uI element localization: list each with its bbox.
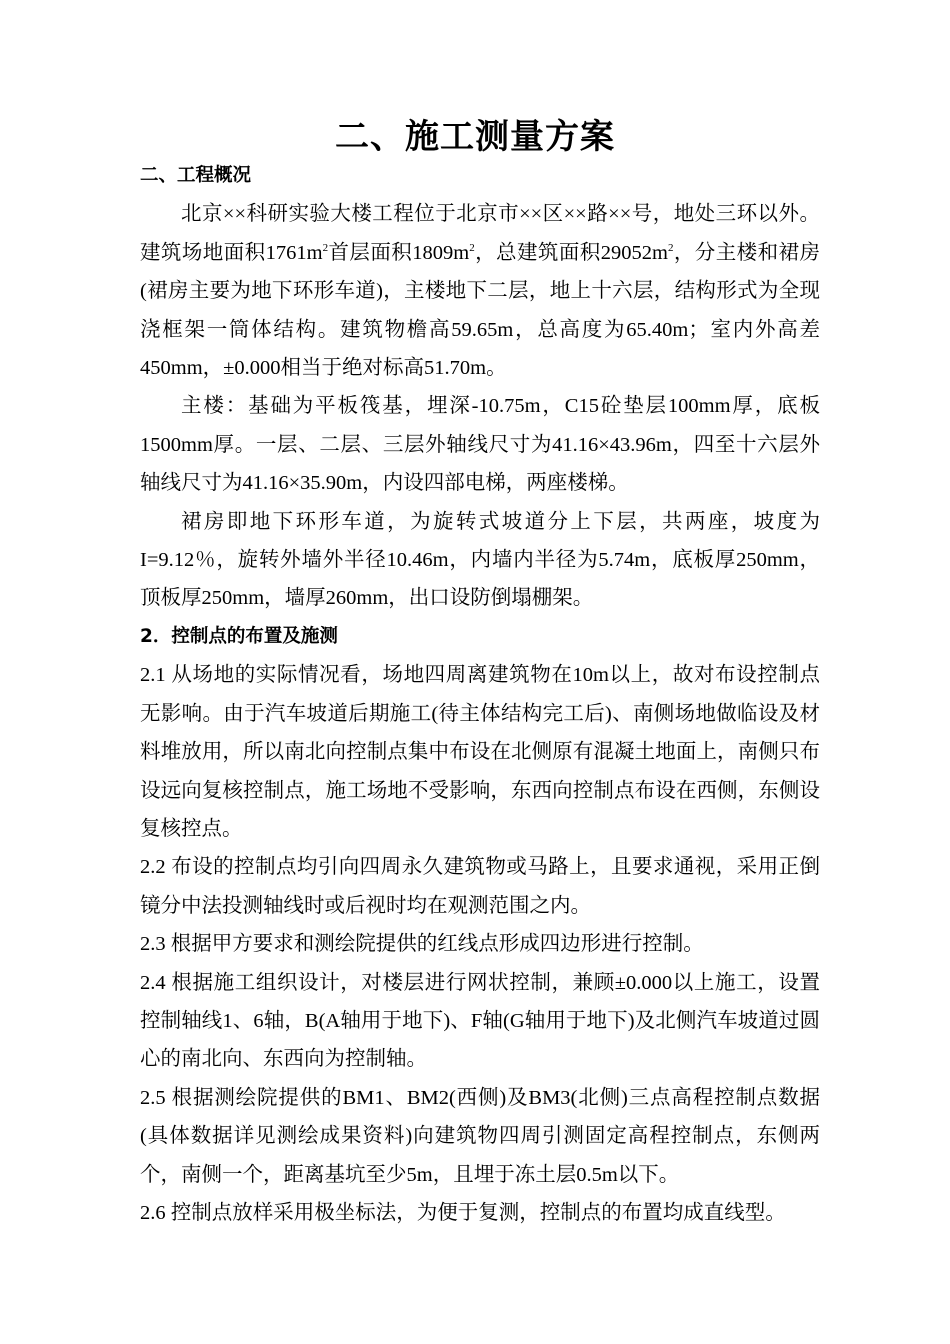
list-item-2-4: 2.4 根据施工组织设计，对楼层进行网状控制，兼顾±0.000以上施工，设置控制轴线1、6轴，B(A轴用于地下)、F轴(G轴用于地下)及北侧汽车坡道过圆心的南北向、东西向为控制轴。 — [140, 971, 820, 1071]
paragraph-podium: 裙房即地下环形车道，为旋转式坡道分上下层，共两座，坡度为I=9.12％，旋转外墙外半径10.46m，内墙内半径为5.74m，底板厚250mm，顶板厚250mm，墙厚260mm，出口设防倒塌棚架。 — [140, 510, 820, 610]
list-item-2-1: 2.1 从场地的实际情况看，场地四周离建筑物在10m以上，故对布设控制点无影响。由于汽车坡道后期施工(待主体结构完工后)、南侧场地做临设及材料堆放用，所以南北向控制点集中布设在北侧原有混凝土地面上，南侧只布设远向复核控制点，施工场地不受影响，东西向控制点布设在西侧，东侧设复核控点。 — [140, 664, 820, 840]
text-run: ，分主楼和裙房(裙房主要为地下环形车道)，主楼地下二层，地上十六层，结构形式为全现浇框架一筒体结构。建筑物檐高59.65m，总高度为65.40m；室内外高差450mm，±0.000相当于绝对标高51.70m。 — [140, 241, 820, 380]
text-run: ，总建筑面积29052m — [474, 241, 668, 264]
superscript: 2 — [469, 241, 475, 254]
document-title: 二、施工测量方案 — [335, 117, 615, 157]
list-item-2-5: 2.5 根据测绘院提供的BM1、BM2(西侧)及BM3(北侧)三点高程控制点数据(具体数据详见测绘成果资料)向建筑物四周引测固定高程控制点，东侧两个，南侧一个，距离基坑至少5m，且埋于冻土层0.5m以下。 — [140, 1086, 820, 1186]
paragraph-main-building: 主楼：基础为平板筏基，埋深-10.75m，C15砼垫层100mm厚，底板1500mm厚。一层、二层、三层外轴线尺寸为41.16×43.96m，四至十六层外轴线尺寸为41.16×35.90m，内设四部电梯，两座楼梯。 — [140, 395, 820, 495]
superscript: 2 — [667, 241, 674, 254]
document-body — [140, 157, 820, 1232]
section-heading-control-points: 2．控制点的布置及施测 — [140, 625, 338, 647]
list-item-2-6: 2.6 控制点放样采用极坐标法，为便于复测，控制点的布置均成直线型。 — [140, 1201, 786, 1224]
text-run: 首层面积1809m — [328, 241, 470, 264]
section-heading-overview: 二、工程概况 — [140, 165, 252, 186]
paragraph-project-overview — [140, 195, 820, 387]
list-item-2-2: 2.2 布设的控制点均引向四周永久建筑物或马路上，且要求通视，采用正倒镜分中法投测轴线时或后视时均在观测范围之内。 — [140, 856, 820, 917]
superscript: 2 — [322, 241, 329, 254]
list-item-2-3: 2.3 根据甲方要求和测绘院提供的红线点形成四边形进行控制。 — [140, 933, 704, 956]
text-run: 北京××科研实验大楼工程位于北京市××区××路××号，地处三环以外。建筑场地面积1761m — [140, 203, 820, 264]
